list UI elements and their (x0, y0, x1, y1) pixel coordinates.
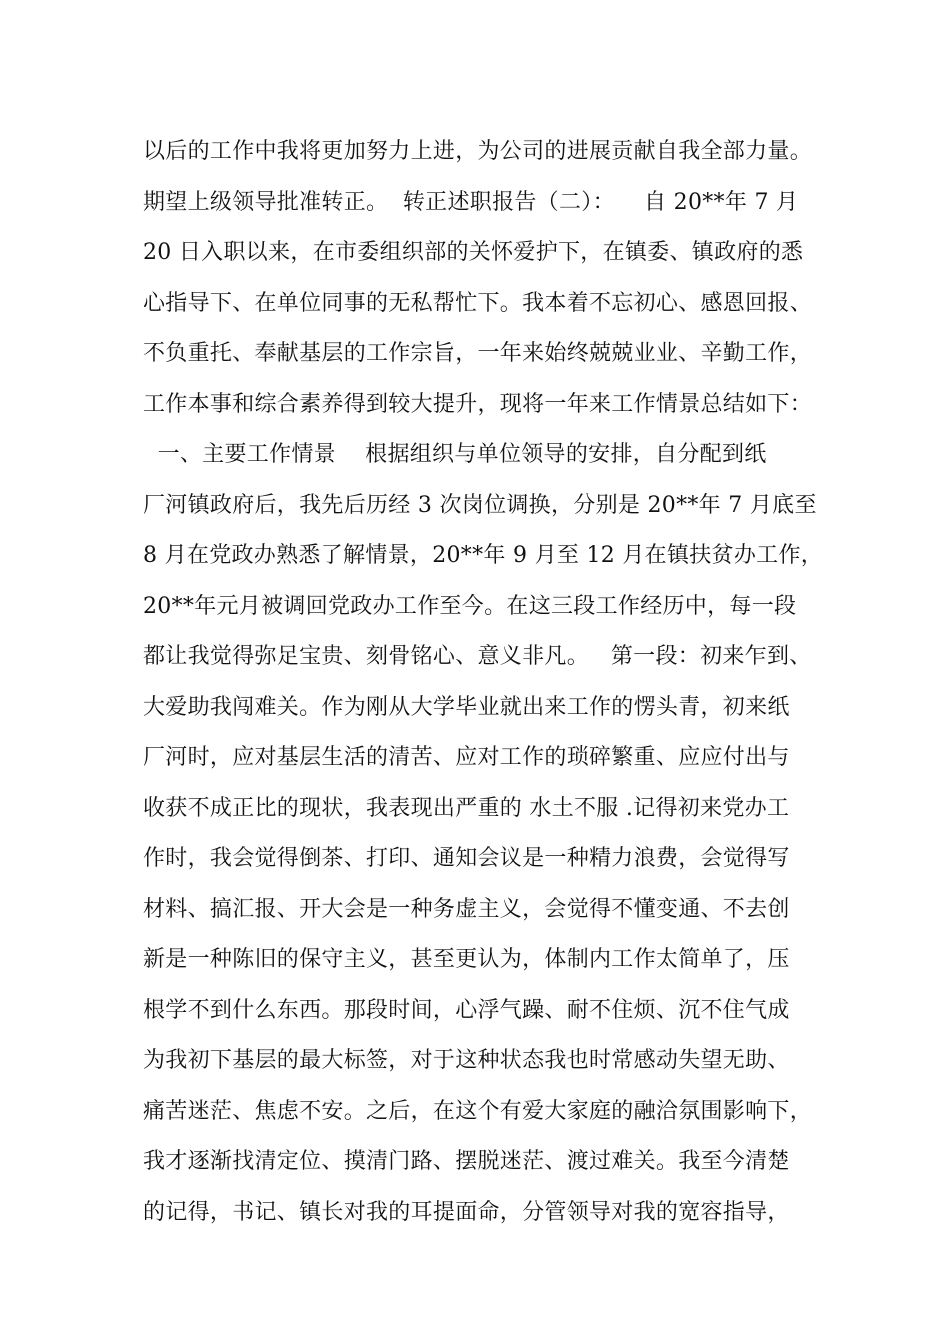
text-line: 不负重托、奉献基层的工作宗旨，一年来始终兢兢业业、辛勤工作， (143, 341, 813, 366)
text-line: 工作本事和综合素养得到较大提升，现将一年来工作情景总结如下： (143, 391, 813, 417)
text-line: 心指导下、在单位同事的无私帮忙下。我本着不忘初心、感恩回报、 (143, 290, 813, 316)
text-line: 一、主要工作情景 根据组织与单位领导的安排，自分配到纸 (143, 442, 767, 467)
text-line: 20**年元月被调回党政办工作至今。在这三段工作经历中，每一段 (143, 593, 797, 619)
text-line: 的记得，书记、镇长对我的耳提面命，分管领导对我的宽容指导， (143, 1199, 790, 1225)
text-line: 作时，我会觉得倒茶、打印、通知会议是一种精力浪费，会觉得写 (143, 846, 790, 871)
body-text (143, 127, 843, 1238)
text-line: 材料、搞汇报、开大会是一种务虚主义，会觉得不懂变通、不去创 (143, 896, 790, 922)
text-line: 20 日入职以来，在市委组织部的关怀爱护下，在镇委、镇政府的悉 (143, 240, 804, 265)
text-line: 痛苦迷茫、焦虑不安。之后，在这个有爱大家庭的融洽氛围影响下， (143, 1098, 813, 1124)
text-line: 大爱助我闯难关。作为刚从大学毕业就出来工作的愣头青，初来纸 (143, 694, 790, 720)
text-line: 根学不到什么东西。那段时间，心浮气躁、耐不住烦、沉不住气成 (143, 997, 790, 1023)
text-line: 都让我觉得弥足宝贵、刻骨铭心、意义非凡。 第一段：初来乍到、 (143, 644, 812, 669)
text-line: 为我初下基层的最大标签，对于这种状态我也时常感动失望无助、 (143, 1048, 790, 1073)
text-line: 期望上级领导批准转正。 转正述职报告（二）： 自 20**年 7 月 (143, 189, 799, 215)
text-line: 收获不成正比的现状，我表现出严重的 水土不服 .记得初来党办工 (143, 795, 790, 821)
text-line: 厂河镇政府后，我先后历经 3 次岗位调换，分别是 20**年 7 月底至 (143, 492, 817, 518)
text-line: 我才逐渐找清定位、摸清门路、摆脱迷茫、渡过难关。我至今清楚 (143, 1149, 790, 1174)
text-line: 8 月在党政办熟悉了解情景，20**年 9 月至 12 月在镇扶贫办工作， (143, 543, 824, 568)
text-line: 以后的工作中我将更加努力上进，为公司的进展贡献自我全部力量。 (143, 139, 813, 164)
text-line: 新是一种陈旧的保守主义，甚至更认为，体制内工作太简单了，压 (143, 947, 790, 972)
text-line: 厂河时，应对基层生活的清苦、应对工作的琐碎繁重、应应付出与 (143, 745, 790, 770)
